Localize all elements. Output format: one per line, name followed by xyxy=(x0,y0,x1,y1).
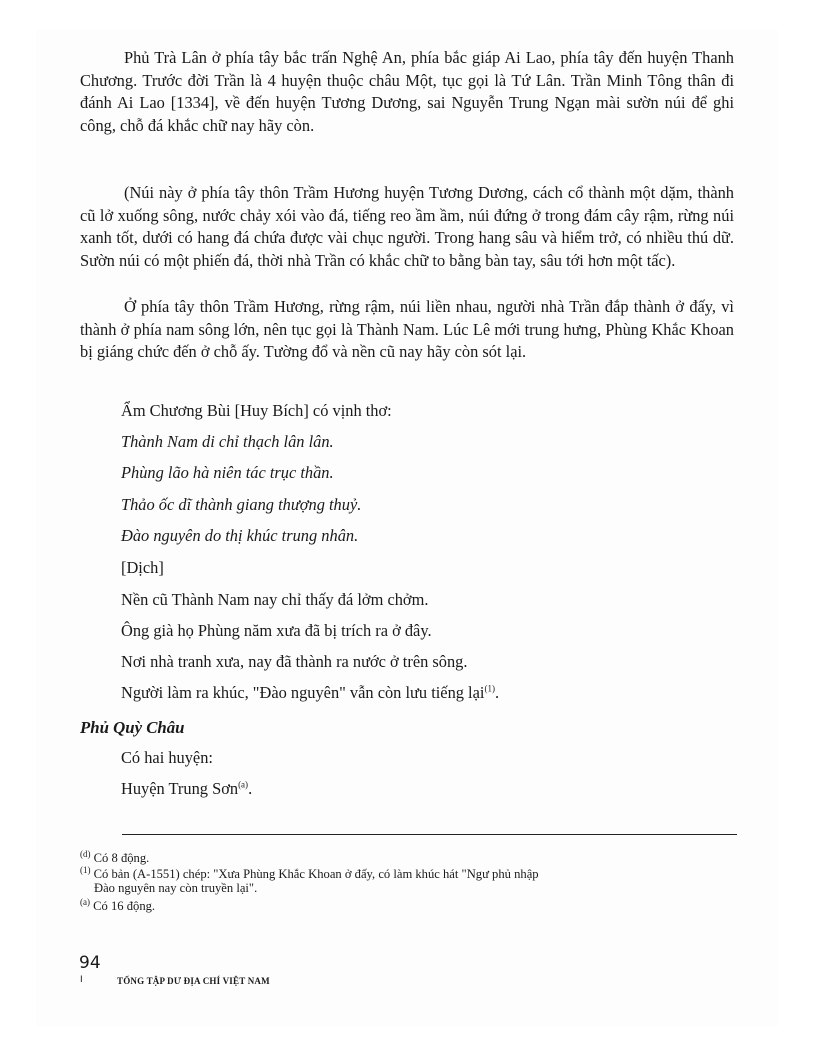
paragraph-tra-lan: Phủ Trà Lân ở phía tây bắc trấn Nghệ An, phía bắc giáp Ai Lao, phía tây đến huyện Thanh Chương. Trước đời Trần là 4 huyện thuộc châu Một, tục gọi là Tứ Lân. Trần Minh Tông thân đi đánh Ai Lao [1334], về đến huyện Tương Dương, sai Nguyễn Trung Ngạn mài sườn núi để ghi công, chỗ đá khắc chữ nay hãy còn. xyxy=(80,48,734,135)
page-tick: I xyxy=(80,975,83,985)
footnote-mark: (a) xyxy=(80,896,90,907)
running-footer: TỔNG TẬP DƯ ĐỊA CHÍ VIỆT NAM xyxy=(117,976,270,986)
footnote-a xyxy=(80,896,730,913)
section-line-text: Huyện Trung Sơn xyxy=(121,779,239,798)
section-line-huyen xyxy=(121,779,252,799)
poem-translation-line-last xyxy=(121,683,499,703)
footnote-1 xyxy=(80,864,730,895)
paragraph-mountain-note: (Núi này ở phía tây thôn Trầm Hương huyện Tương Dương, cách cổ thành một dặm, thành cũ lở xuống sông, nước chảy xói vào đá, tiếng reo ầm ầm, núi đứng ở trong đám cây rậm, rừng núi xanh tốt, dưới có hang đá chứa được vài chục người. Trong hang sâu và hiểm trở, có nhiều thú dữ. Sườn núi có một phiến đá, thời nhà Trần có khắc chữ to bằng bàn tay, sâu tới hơn một tấc). xyxy=(80,183,734,270)
poem-intro: Ẩm Chương Bùi [Huy Bích] có vịnh thơ: xyxy=(121,401,392,420)
footnote-divider xyxy=(122,834,737,835)
poem-translation-line: Nơi nhà tranh xưa, nay đã thành ra nước ở trên sông. xyxy=(121,652,468,671)
poem-original-line: Đào nguyên do thị khúc trung nhân. xyxy=(121,526,359,545)
footnote-text: Có 8 động. xyxy=(93,851,150,865)
period: . xyxy=(248,779,253,798)
translation-label: [Dịch] xyxy=(121,558,164,577)
section-line: Có hai huyện: xyxy=(121,748,213,767)
footnote-continuation: Đào nguyên nay còn truyền lại". xyxy=(94,881,258,895)
footnote-mark: (1) xyxy=(80,864,91,875)
poem-original-line: Phùng lão hà niên tác trục thần. xyxy=(121,463,334,482)
poem-original-line: Thành Nam di chỉ thạch lân lân. xyxy=(121,432,334,451)
footnote-mark: (d) xyxy=(80,848,91,859)
poem-translation-text: Người làm ra khúc, "Đào nguyên" vẫn còn lưu tiếng lại xyxy=(121,683,485,702)
footnote-ref-1[interactable]: (1) xyxy=(484,683,495,694)
paragraph-thanh-nam: Ở phía tây thôn Trầm Hương, rừng rậm, núi liền nhau, người nhà Trần đắp thành ở đấy, vì thành ở phía nam sông lớn, nên tục gọi là Thành Nam. Lúc Lê mới trung hưng, Phùng Khắc Khoan bị giáng chức đến ở chỗ ấy. Tường đổ và nền cũ nay hãy còn sót lại. xyxy=(80,297,734,361)
footnote-ref-a[interactable]: (a) xyxy=(238,779,249,790)
period: . xyxy=(494,683,500,702)
poem-translation-line: Nền cũ Thành Nam nay chỉ thấy đá lởm chởm. xyxy=(121,590,429,609)
poem-translation-line: Ông già họ Phùng năm xưa đã bị trích ra ở đây. xyxy=(121,621,432,640)
poem-original-line: Thảo ốc dĩ thành giang thượng thuỷ. xyxy=(121,495,362,514)
footnote-text: Có 16 động. xyxy=(93,899,156,913)
page-number: 94 xyxy=(79,953,101,973)
footnote-d xyxy=(80,848,730,865)
section-heading-phu-quy-chau: Phủ Quỳ Châu xyxy=(80,718,185,737)
footnote-text: Có bản (A-1551) chép: "Xưa Phùng Khắc Khoan ở đấy, có làm khúc hát "Ngư phủ nhập xyxy=(93,867,539,881)
